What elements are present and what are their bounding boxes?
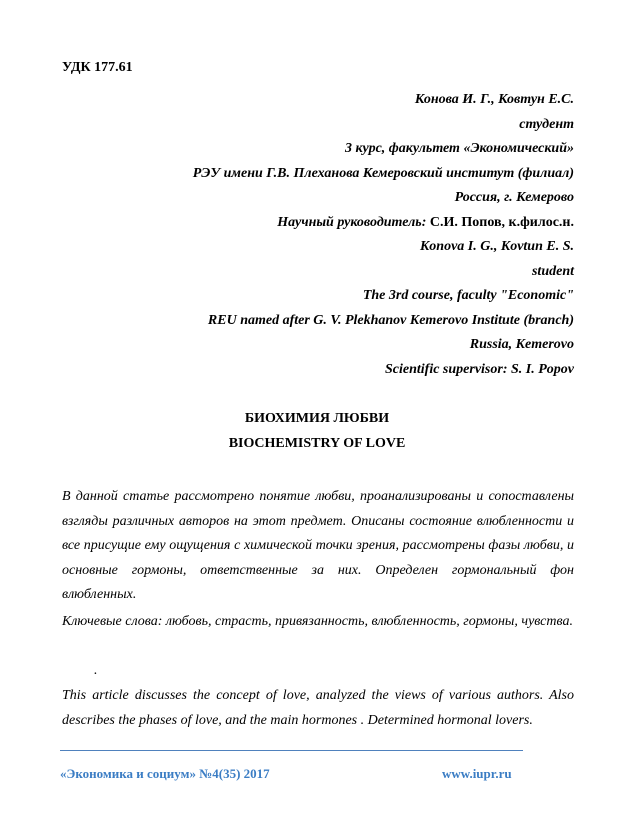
authors-en-institute: REU named after G. V. Plekhanov Kemerovo Institute (branch)	[207, 312, 574, 328]
authors-ru-names: Конова И. Г., Ковтун Е.С.	[414, 92, 574, 107]
authors-ru-course: 3 курс, факультет «Экономический»	[344, 141, 574, 156]
footer-journal: «Экономика и социум» №4(35) 2017	[60, 766, 270, 781]
keywords-russian: Ключевые слова: любовь, страсть, привязанность, влюбленность, гормоны, чувства.	[62, 614, 573, 629]
authors-en-location: Russia, Kemerovo	[469, 337, 574, 352]
authors-ru-location: Россия, г. Кемерово	[454, 190, 574, 205]
authors-en-course: The 3rd course, faculty "Economic"	[362, 288, 574, 303]
title-russian: БИОХИМИЯ ЛЮБВИ	[244, 411, 390, 426]
footer-divider	[60, 750, 523, 751]
authors-en-supervisor: Scientific supervisor: S. I. Popov	[385, 361, 574, 377]
title-english: BIOCHEMISTRY OF LOVE	[228, 436, 406, 451]
abstract-russian: В данной статье рассмотрено понятие любви, проанализированы и сопоставлены взгляды различных авторов на этот предмет. Описаны состояние влюбленности и все присущие ему ощущения с химической точки зрения, рассмотрены фазы любви, и основные гормоны, ответственные за них. Определен гормональный фон влюбленных.	[62, 489, 574, 602]
supervisor-label: Научный руководитель:	[277, 214, 427, 230]
authors-ru-supervisor	[54, 211, 574, 236]
abstract-english: This article discusses the concept of love, analyzed the views of various authors. Also describes the phases of love, and the main hormones . Determined hormonal lovers.	[62, 688, 574, 728]
authors-en-names: Konova I. G., Kovtun E. S.	[419, 239, 574, 254]
supervisor-name: С.И. Попов, к.филос.н.	[429, 214, 574, 230]
authors-en-role: student	[531, 263, 574, 279]
udk-code: УДК 177.61	[62, 60, 133, 75]
footer-website-link[interactable]: www.iupr.ru	[442, 766, 512, 781]
author-block	[54, 88, 574, 382]
authors-ru-role: студент	[519, 116, 574, 132]
separator-dot: .	[94, 663, 98, 678]
authors-ru-institute: РЭУ имени Г.В. Плеханова Кемеровский институт (филиал)	[192, 165, 574, 181]
